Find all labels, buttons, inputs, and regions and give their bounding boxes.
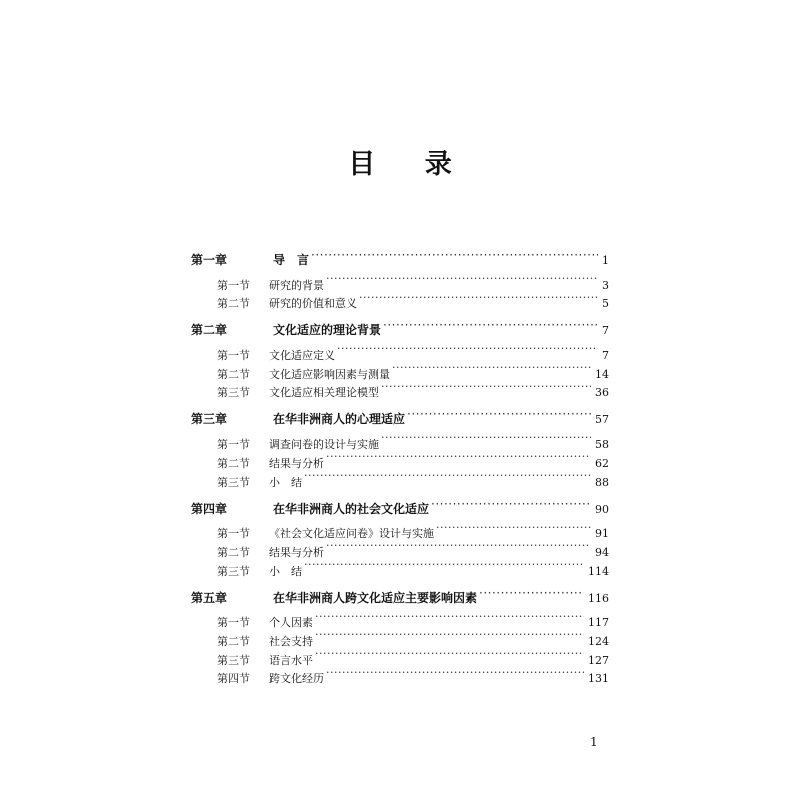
- toc-chapter-4[interactable]: [191, 495, 609, 516]
- page-number: 127: [588, 653, 609, 667]
- page-number: 7: [602, 349, 609, 363]
- chapter-title: 在华非洲商人的社会文化适应: [273, 501, 430, 516]
- dot-leader: [392, 359, 591, 378]
- section-number: 第三节: [217, 564, 250, 578]
- chapter-number: 第一章: [191, 253, 228, 267]
- section-title: 小 结: [269, 564, 302, 578]
- page-number: 88: [595, 475, 609, 489]
- section-number: 第三节: [217, 653, 250, 667]
- page-number: 91: [595, 527, 609, 541]
- section-number: 第二节: [217, 634, 250, 648]
- dot-leader: [315, 626, 584, 645]
- dot-leader: [407, 405, 591, 423]
- page-number: 14: [595, 367, 609, 381]
- section-number: 第一节: [217, 527, 250, 541]
- page-number: 62: [595, 456, 609, 470]
- section-title: 文化适应定义: [269, 349, 335, 363]
- dot-leader: [315, 645, 584, 664]
- toc-chapter-5[interactable]: [191, 584, 609, 605]
- section-title: 语言水平: [269, 653, 313, 667]
- page-number: 5: [602, 297, 609, 311]
- section-number: 第一节: [217, 438, 250, 452]
- page-number: 57: [595, 413, 609, 427]
- section-title: 研究的价值和意义: [269, 297, 357, 311]
- toc-chapter-1[interactable]: [191, 246, 609, 267]
- section-title: 小 结: [269, 475, 302, 489]
- section-title: 结果与分析: [269, 456, 324, 470]
- page-number: 3: [602, 278, 609, 292]
- toc-chapter-2[interactable]: [191, 316, 609, 338]
- page-number: 116: [588, 591, 609, 605]
- section-title: 社会支持: [269, 634, 313, 648]
- dot-leader: [326, 448, 591, 467]
- section-title: 结果与分析: [269, 545, 324, 559]
- section-number: 第一节: [217, 278, 250, 292]
- section-number: 第二节: [217, 545, 250, 559]
- page-number: 1: [602, 254, 609, 267]
- section-number: 第三节: [217, 475, 250, 489]
- page-number: 7: [602, 324, 609, 338]
- toc-chapter-3[interactable]: [191, 405, 609, 427]
- toc-section-5-1[interactable]: [191, 608, 609, 630]
- page-number: 36: [595, 386, 609, 400]
- chapter-title: 文化适应的理论背景: [273, 323, 382, 338]
- section-title: 研究的背景: [269, 278, 324, 292]
- page-number: 114: [588, 564, 609, 578]
- page-number: 124: [588, 634, 609, 648]
- dot-leader: [381, 429, 591, 448]
- dot-leader: [304, 467, 591, 486]
- section-title: 《社会文化适应问卷》设计与实施: [269, 527, 434, 541]
- page-number: 58: [595, 438, 609, 452]
- chapter-number: 第二章: [191, 323, 228, 338]
- section-number: 第二节: [217, 367, 250, 381]
- toc-section-1-1[interactable]: [191, 270, 609, 292]
- toc-section-4-1[interactable]: [191, 519, 609, 541]
- page-number: 131: [588, 672, 609, 686]
- dot-leader: [315, 608, 584, 627]
- chapter-number: 第四章: [191, 501, 228, 516]
- page-number: 94: [595, 545, 609, 559]
- section-title: 个人因素: [269, 616, 313, 630]
- dot-leader: [326, 537, 591, 556]
- dot-leader: [359, 289, 598, 308]
- chapter-number: 第五章: [191, 590, 228, 605]
- chapter-title: 导 言: [273, 253, 310, 267]
- section-title: 文化适应影响因素与测量: [269, 367, 390, 381]
- dot-leader: [326, 664, 584, 683]
- dot-leader: [479, 584, 584, 602]
- page-title: 目 录: [348, 149, 472, 180]
- folio-page-number: 1: [590, 735, 598, 749]
- page-number: 117: [588, 616, 609, 630]
- section-number: 第二节: [217, 456, 250, 470]
- dot-leader: [436, 519, 591, 538]
- dot-leader: [337, 340, 598, 359]
- chapter-number: 第三章: [191, 412, 228, 427]
- section-title: 跨文化经历: [269, 672, 324, 686]
- section-title: 调查问卷的设计与实施: [269, 438, 379, 452]
- dot-leader: [304, 556, 584, 575]
- dot-leader: [431, 495, 591, 513]
- table-of-contents: [191, 246, 609, 686]
- dot-leader: [326, 270, 598, 289]
- page-number: 90: [595, 502, 609, 516]
- chapter-title: 在华非洲商人跨文化适应主要影响因素: [273, 590, 478, 605]
- dot-leader: [311, 246, 598, 264]
- toc-section-3-1[interactable]: [191, 429, 609, 452]
- section-number: 第一节: [217, 616, 250, 630]
- section-title: 文化适应相关理论模型: [269, 386, 379, 400]
- chapter-title: 在华非洲商人的心理适应: [273, 412, 406, 427]
- dot-leader: [383, 316, 598, 334]
- section-number: 第四节: [217, 672, 250, 686]
- toc-section-2-1[interactable]: [191, 340, 609, 363]
- section-number: 第二节: [217, 297, 250, 311]
- section-number: 第三节: [217, 386, 250, 400]
- section-number: 第一节: [217, 349, 250, 363]
- dot-leader: [381, 378, 591, 397]
